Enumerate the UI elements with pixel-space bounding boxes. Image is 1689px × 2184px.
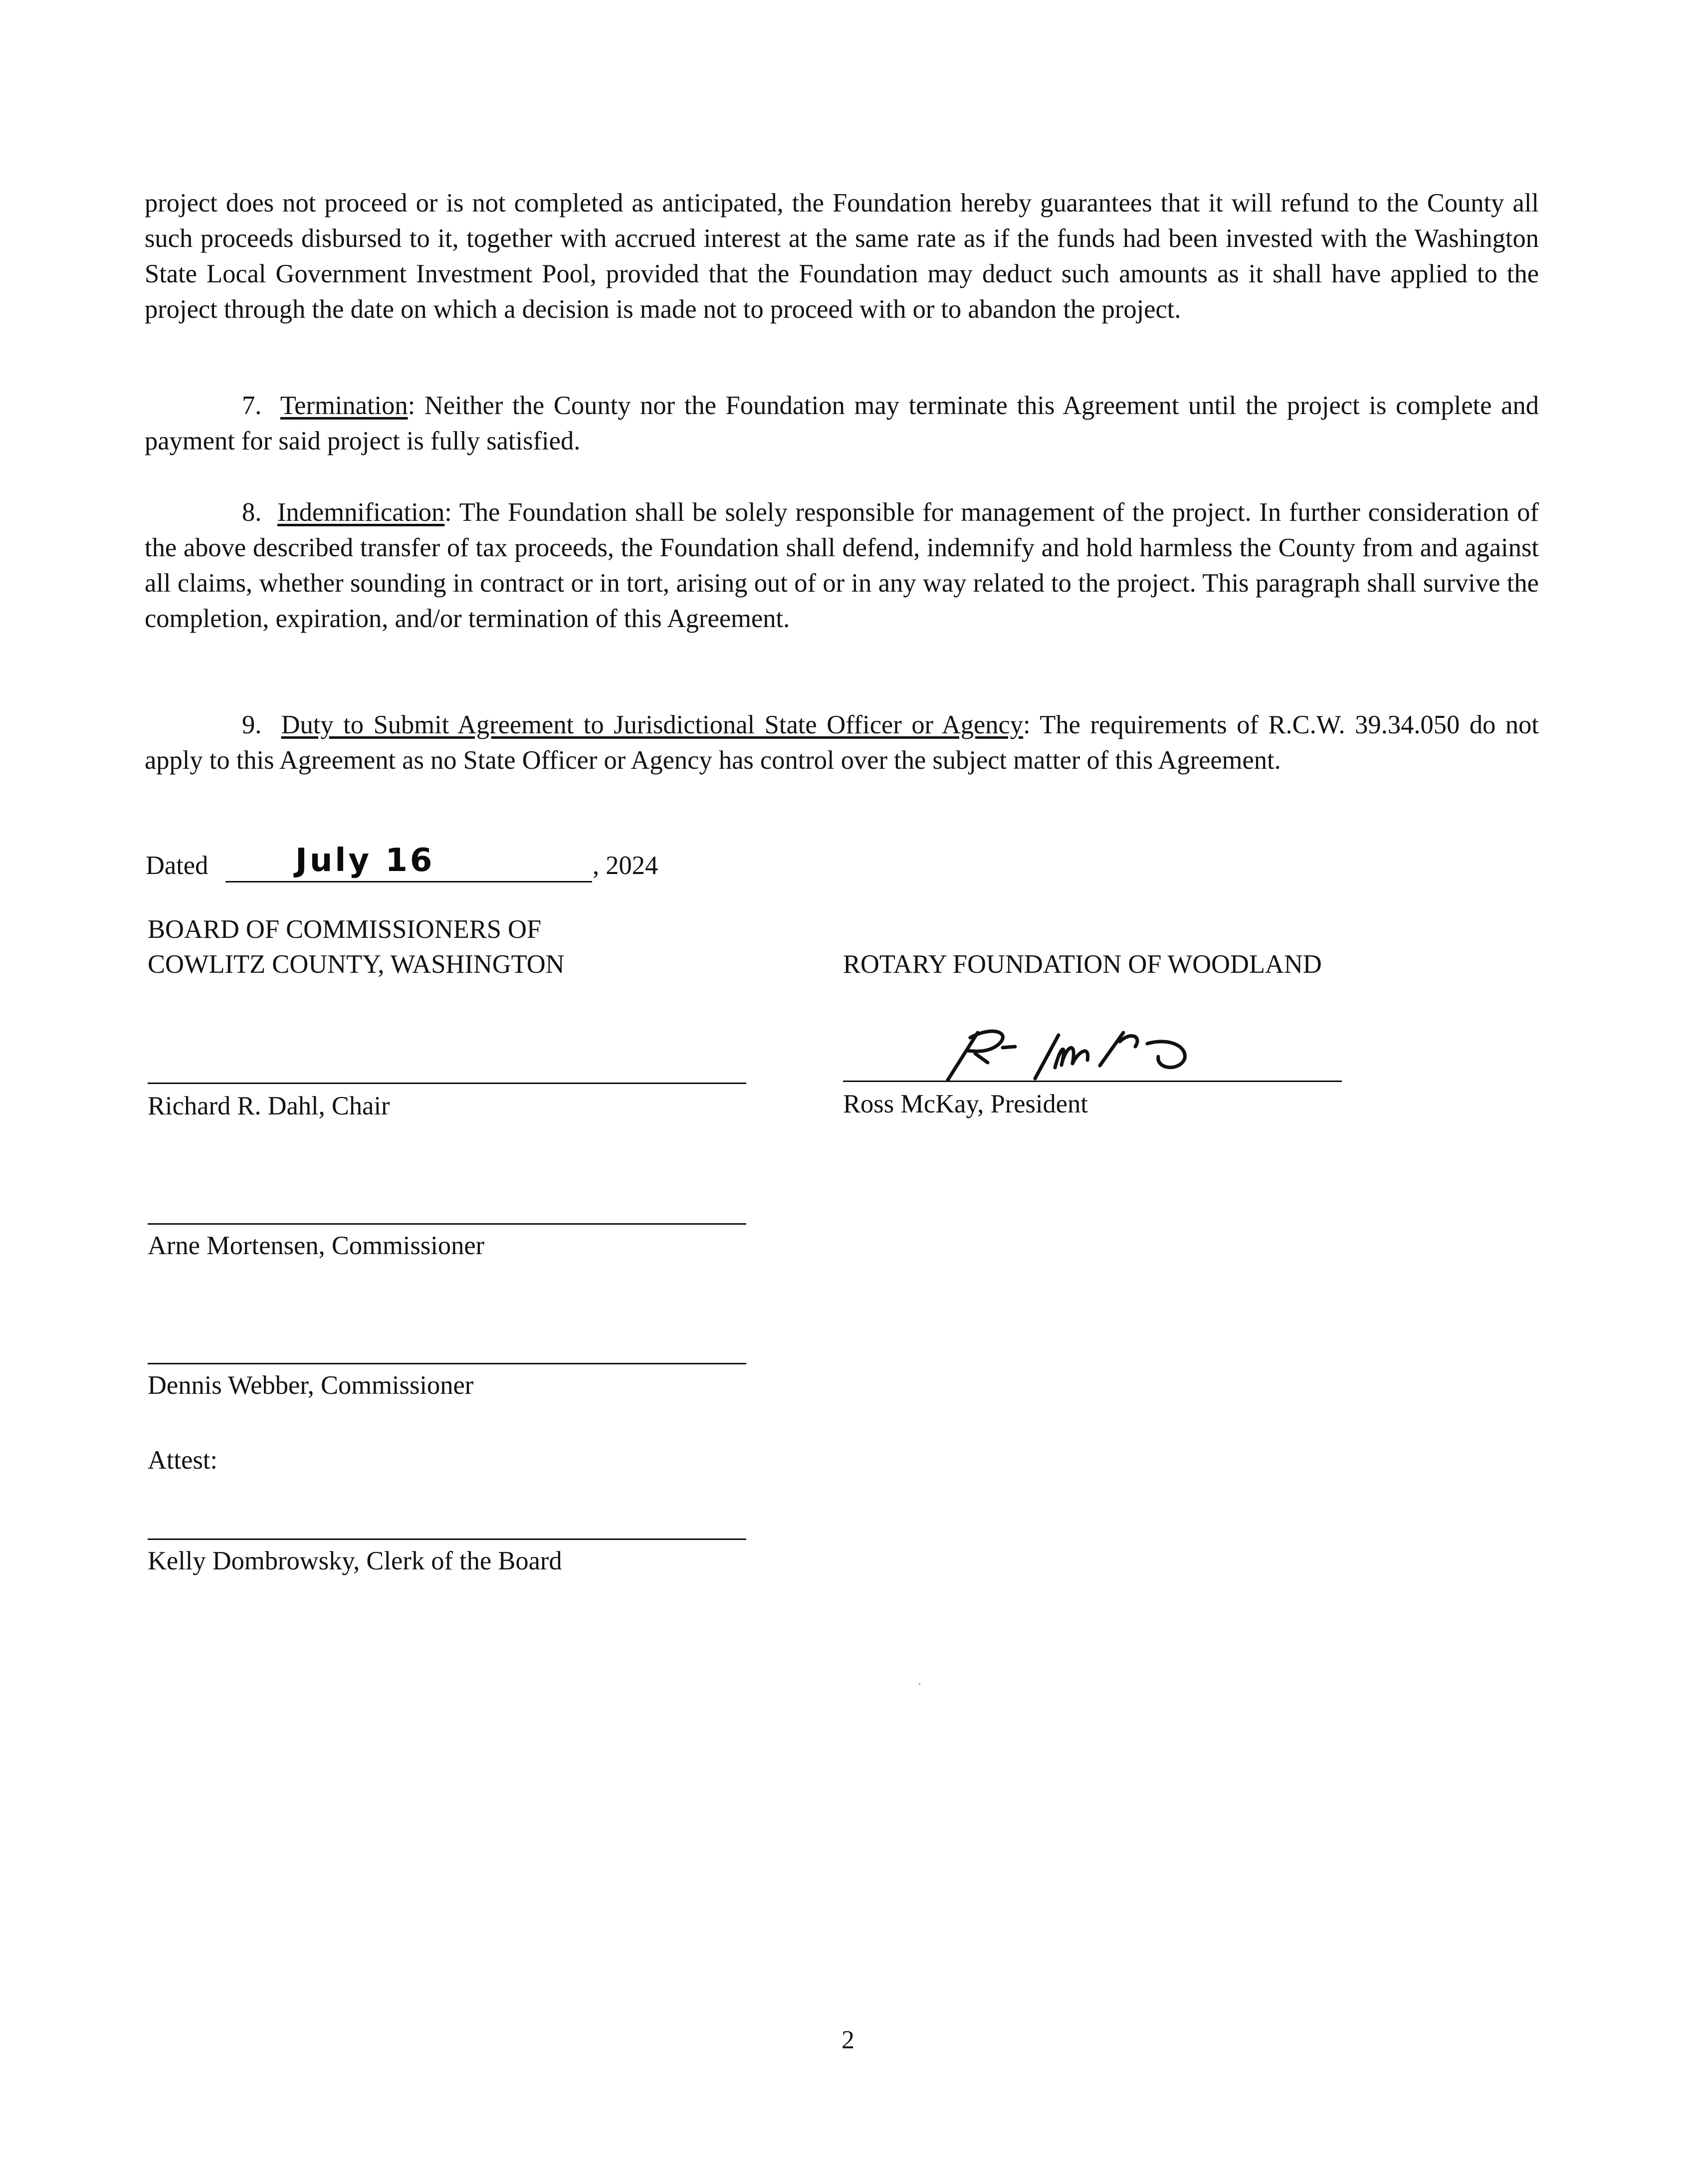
chair-signature-line	[148, 1083, 746, 1084]
paragraph-8	[145, 495, 1539, 637]
attest-label: Attest:	[148, 1446, 217, 1475]
county-heading-line1: BOARD OF COMMISSIONERS OF	[148, 915, 542, 944]
president-name: Ross McKay, President	[843, 1090, 1088, 1118]
paragraph-9-number: 9.	[242, 710, 262, 739]
paragraph-8-heading: Indemnification	[277, 498, 445, 527]
paragraph-7-heading: Termination	[280, 391, 408, 420]
paragraph-8-text: : The Foundation shall be solely responsible for management of the project. In further consideration of the above described transfer of tax proceeds, the Foundation shall defend, indemnify and hold harmless the County from and against all claims, whether sounding in contract or in tort, arising out of or in any way related to the project. This paragraph shall survive the completion, expiration, and/or termination of this Agreement.	[145, 498, 1539, 633]
paragraph-7-text: : Neither the County nor the Foundation may terminate this Agreement until the project is complete and payment for said project is fully satisfied.	[145, 391, 1539, 455]
dated-label: Dated	[146, 851, 209, 880]
commissioner-2-name: Dennis Webber, Commissioner	[148, 1371, 474, 1400]
paragraph-7-number: 7.	[242, 391, 262, 420]
commissioner-1-name: Arne Mortensen, Commissioner	[148, 1231, 485, 1260]
commissioner-2-signature-line	[148, 1363, 746, 1364]
paragraph-9	[145, 707, 1539, 778]
paragraph-9-heading: Duty to Submit Agreement to Jurisdictional State Officer or Agency	[281, 710, 1024, 739]
commissioner-1-signature-line	[148, 1223, 746, 1225]
page-number: 2	[842, 2026, 854, 2054]
clerk-signature-line	[148, 1538, 746, 1540]
handwritten-date: July 16	[295, 842, 435, 879]
chair-name: Richard R. Dahl, Chair	[148, 1092, 390, 1120]
county-heading-line2: COWLITZ COUNTY, WASHINGTON	[148, 950, 565, 979]
date-signature-line	[225, 881, 592, 882]
paragraph-7	[145, 388, 1539, 459]
scan-speck	[919, 1683, 920, 1685]
dated-year: , 2024	[593, 851, 658, 880]
paragraph-6-continuation: project does not proceed or is not completed as anticipated, the Foundation hereby guarantees that it will refund to the County all such proceeds disbursed to it, together with accrued interest at the same rate as if the funds had been invested with the Washington State Local Government Investment Pool, provided that the Foundation may deduct such amounts as it shall have applied to the project through the date on which a decision is made not to proceed with or to abandon the project.	[145, 189, 1539, 324]
paragraph-8-number: 8.	[242, 498, 262, 527]
clerk-name: Kelly Dombrowsky, Clerk of the Board	[148, 1546, 562, 1575]
foundation-heading: ROTARY FOUNDATION OF WOODLAND	[843, 950, 1322, 979]
president-signature-icon	[928, 1018, 1207, 1092]
paragraph-9-text: : The requirements of R.C.W. 39.34.050 do not apply to this Agreement as no State Officer or Agency has control over the subject matter of this Agreement.	[145, 710, 1539, 775]
